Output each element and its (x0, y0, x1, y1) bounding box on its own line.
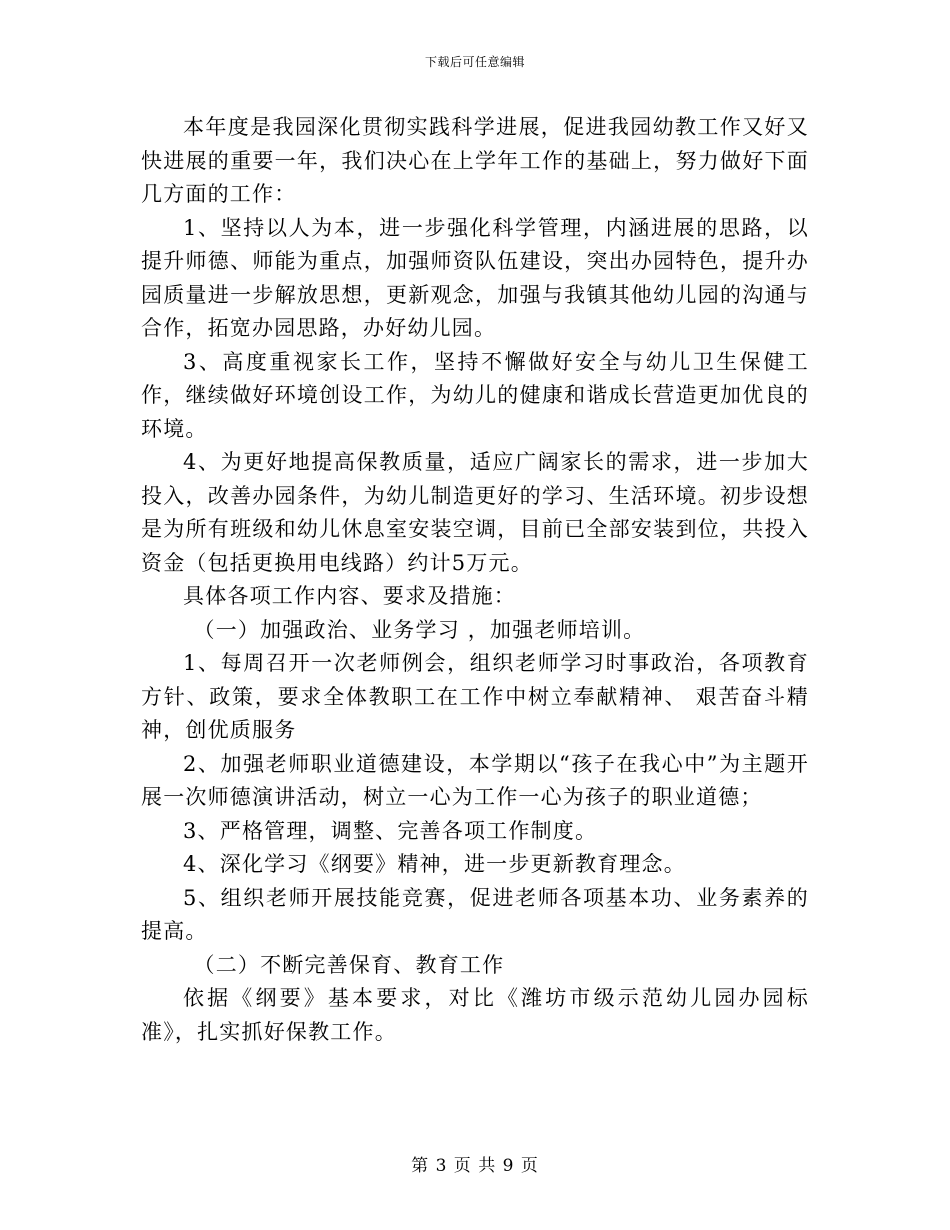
paragraph-intro: 本年度是我园深化贯彻实践科学进展，促进我园幼教工作又好又快进展的重要一年，我们决心在上学年工作的基础上，努力做好下面几方面的工作： (141, 115, 809, 206)
paragraph-section1-item-1: 1、每周召开一次老师例会，组织老师学习时事政治，各项教育方针、政策，要求全体教职工在工作中树立奉献精神、 艰苦奋斗精神，创优质服务 (141, 651, 809, 742)
paragraph-section1-item-5: 5、组织老师开展技能竞赛，促进老师各项基本功、业务素养的提高。 (141, 885, 809, 943)
page-header: 下载后可任意编辑 (424, 55, 525, 69)
page-footer: 第 3 页 共 9 页 (411, 1156, 539, 1176)
paragraph-section2-intro: 依据《纲要》基本要求，对比《潍坊市级示范幼儿园办园标准》，扎实抓好保教工作。 (141, 986, 809, 1044)
paragraph-section1-item-2: 2、加强老师职业道德建设，本学期以“孩子在我心中”为主题开展一次师德演讲活动，树立一心为工作一心为孩子的职业道德； (141, 751, 809, 809)
paragraph-item-3: 3、高度重视家长工作，坚持不懈做好安全与幼儿卫生保健工作，继续做好环境创设工作，为幼儿的健康和谐成长营造更加优良的环境。 (141, 349, 809, 441)
paragraph-section1-item-4: 4、深化学习《纲要》精神，进一步更新教育理念。 (183, 852, 686, 876)
paragraph-section1-item-3: 3、严格管理，调整、完善各项工作制度。 (183, 818, 598, 843)
section-heading-1: （一）加强政治、业务学习 ，加强老师培训。 (193, 617, 646, 642)
paragraph-item-4: 4、为更好地提高保教质量，适应广阔家长的需求，进一步加大投入，改善办园条件，为幼儿制造更好的学习、生活环境。初步设想是为所有班级和幼儿休息室安装空调，目前已全部安装到位，共投入资金（包括更换用电线路）约计5万元。 (141, 450, 809, 575)
paragraph-item-1: 1、坚持以人为本，进一步强化科学管理，内涵进展的思路，以提升师德、师能为重点，加强师资队伍建设，突出办园特色，提升办园质量进一步解放思想，更新观念，加强与我镇其他幼儿园的沟通与合作，拓宽办园思路，办好幼儿园。 (141, 215, 809, 340)
section-heading-2: （二）不断完善保育、教育工作 (193, 952, 505, 977)
document-body (141, 111, 809, 1049)
paragraph-measures-heading: 具体各项工作内容、要求及措施： (183, 584, 516, 608)
